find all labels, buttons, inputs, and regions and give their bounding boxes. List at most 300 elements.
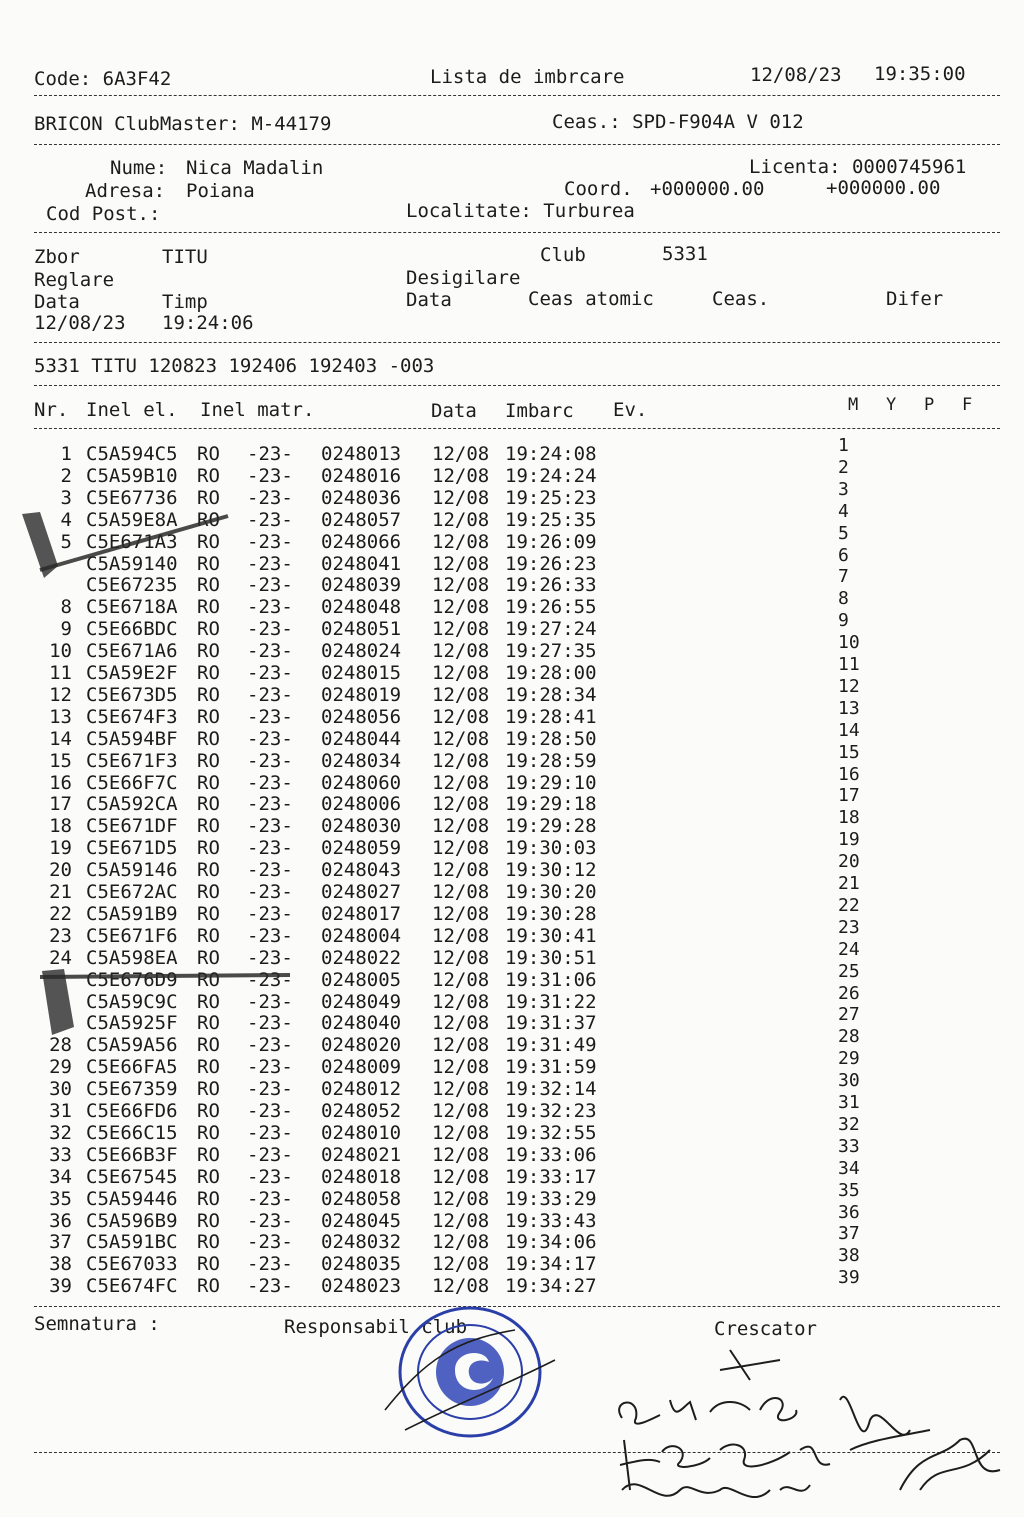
row-country: RO — [197, 1166, 220, 1188]
row-time: 19:27:24 — [505, 618, 597, 640]
row-date: 12/08 — [432, 443, 490, 465]
row-time: 19:26:23 — [505, 553, 597, 575]
col-inel-matr: Inel matr. — [200, 399, 315, 421]
row-year: -23- — [247, 640, 293, 662]
row-nr: 31 — [49, 1100, 72, 1122]
row-nr: 3 — [60, 487, 72, 509]
owner-name: Nica Madalin — [186, 157, 324, 179]
row-m: 6 — [838, 545, 849, 566]
device-label: BRICON ClubMaster: M-44179 — [34, 113, 332, 135]
col-p: P — [924, 395, 935, 415]
row-year: -23- — [247, 1275, 293, 1297]
row-inel-matr: 0248020 — [321, 1034, 402, 1056]
row-m: 18 — [838, 807, 860, 828]
row-country: RO — [197, 443, 220, 465]
row-year: -23- — [247, 1078, 293, 1100]
row-inel-el: C5A59E8A — [86, 509, 178, 531]
row-country: RO — [197, 881, 220, 903]
row-m: 32 — [838, 1114, 860, 1135]
row-m: 26 — [838, 983, 860, 1004]
row-nr: 21 — [49, 881, 72, 903]
row-date: 12/08 — [432, 574, 490, 596]
club-stamp — [375, 1300, 565, 1450]
row-m: 10 — [838, 632, 860, 653]
row-country: RO — [197, 553, 220, 575]
row-inel-matr: 0248043 — [321, 859, 402, 881]
row-inel-el: C5E67359 — [86, 1078, 178, 1100]
print-date: 12/08/23 — [750, 64, 842, 86]
row-time: 19:28:50 — [505, 728, 597, 750]
row-country: RO — [197, 487, 220, 509]
row-date: 12/08 — [432, 1275, 490, 1297]
row-nr: 38 — [49, 1253, 72, 1275]
row-country: RO — [197, 662, 220, 684]
col-imbarc: Imbarc — [505, 400, 574, 422]
row-time: 19:33:29 — [505, 1188, 597, 1210]
row-date: 12/08 — [432, 728, 490, 750]
row-inel-el: C5E671A3 — [86, 531, 178, 553]
row-year: -23- — [247, 728, 293, 750]
row-m: 15 — [838, 742, 860, 763]
row-inel-matr: 0248059 — [321, 837, 402, 859]
row-country: RO — [197, 925, 220, 947]
club-responsible-label: Responsabil club — [284, 1316, 468, 1338]
row-nr: 17 — [49, 793, 72, 815]
row-m: 19 — [838, 829, 860, 850]
row-year: -23- — [247, 531, 293, 553]
row-date: 12/08 — [432, 1078, 490, 1100]
row-date: 12/08 — [432, 969, 490, 991]
row-inel-matr: 0248021 — [321, 1144, 402, 1166]
row-year: -23- — [247, 903, 293, 925]
ceas-label: Ceas. — [712, 288, 770, 310]
row-inel-matr: 0248066 — [321, 531, 402, 553]
row-country: RO — [197, 531, 220, 553]
row-m: 39 — [838, 1267, 860, 1288]
divider — [34, 385, 1000, 386]
row-inel-matr: 0248018 — [321, 1166, 402, 1188]
row-inel-el: C5A594C5 — [86, 443, 178, 465]
row-country: RO — [197, 947, 220, 969]
row-date: 12/08 — [432, 1253, 490, 1275]
row-inel-el: C5A59A56 — [86, 1034, 178, 1056]
row-country: RO — [197, 1122, 220, 1144]
row-inel-el: C5E674F3 — [86, 706, 178, 728]
row-date: 12/08 — [432, 487, 490, 509]
row-country: RO — [197, 509, 220, 531]
row-nr: 23 — [49, 925, 72, 947]
col-ev: Ev. — [613, 399, 648, 421]
row-inel-matr: 0248022 — [321, 947, 402, 969]
row-inel-el: C5E676D9 — [86, 969, 178, 991]
row-m: 5 — [838, 523, 849, 544]
row-year: -23- — [247, 1122, 293, 1144]
row-country: RO — [197, 1144, 220, 1166]
row-country: RO — [197, 815, 220, 837]
row-m: 16 — [838, 764, 860, 785]
row-m: 30 — [838, 1070, 860, 1091]
owner-address: Poiana — [186, 180, 255, 202]
row-inel-el: C5A591BC — [86, 1231, 178, 1253]
row-inel-el: C5A59C9C — [86, 991, 178, 1013]
row-m: 35 — [838, 1180, 860, 1201]
row-country: RO — [197, 618, 220, 640]
zbor-label: Zbor — [34, 246, 80, 268]
row-inel-matr: 0248012 — [321, 1078, 402, 1100]
row-nr: 11 — [49, 662, 72, 684]
row-date: 12/08 — [432, 618, 490, 640]
row-m: 9 — [838, 610, 849, 631]
row-year: -23- — [247, 859, 293, 881]
divider — [34, 342, 1000, 343]
row-time: 19:32:23 — [505, 1100, 597, 1122]
row-country: RO — [197, 1188, 220, 1210]
row-year: -23- — [247, 881, 293, 903]
row-time: 19:32:14 — [505, 1078, 597, 1100]
row-m: 28 — [838, 1026, 860, 1047]
row-time: 19:32:55 — [505, 1122, 597, 1144]
row-year: -23- — [247, 596, 293, 618]
licence: Licenta: 0000745961 — [749, 156, 967, 178]
row-country: RO — [197, 772, 220, 794]
row-year: -23- — [247, 991, 293, 1013]
row-inel-matr: 0248036 — [321, 487, 402, 509]
row-m: 11 — [838, 654, 860, 675]
row-time: 19:34:06 — [505, 1231, 597, 1253]
row-inel-matr: 0248049 — [321, 991, 402, 1013]
row-time: 19:30:20 — [505, 881, 597, 903]
row-country: RO — [197, 991, 220, 1013]
row-inel-matr: 0248019 — [321, 684, 402, 706]
row-inel-matr: 0248041 — [321, 553, 402, 575]
row-inel-matr: 0248005 — [321, 969, 402, 991]
row-inel-matr: 0248017 — [321, 903, 402, 925]
row-inel-el: C5E66F7C — [86, 772, 178, 794]
code-label: Code: 6A3F42 — [34, 68, 172, 90]
row-nr: 10 — [49, 640, 72, 662]
row-year: -23- — [247, 618, 293, 640]
row-year: -23- — [247, 772, 293, 794]
row-date: 12/08 — [432, 925, 490, 947]
row-nr: 35 — [49, 1188, 72, 1210]
row-year: -23- — [247, 750, 293, 772]
row-date: 12/08 — [432, 706, 490, 728]
row-date: 12/08 — [432, 553, 490, 575]
col-data: Data — [431, 400, 477, 422]
row-country: RO — [197, 684, 220, 706]
row-year: -23- — [247, 574, 293, 596]
divider — [34, 232, 1000, 233]
row-nr: 2 — [60, 465, 72, 487]
row-nr: 37 — [49, 1231, 72, 1253]
row-time: 19:29:10 — [505, 772, 597, 794]
row-inel-matr: 0248010 — [321, 1122, 402, 1144]
row-nr: 5 — [60, 531, 72, 553]
row-nr: 14 — [49, 728, 72, 750]
signature-label: Semnatura : — [34, 1313, 160, 1335]
row-time: 19:26:33 — [505, 574, 597, 596]
breeder-label: Crescator — [714, 1318, 817, 1340]
row-inel-matr: 0248060 — [321, 772, 402, 794]
document-title: Lista de imbrcare — [430, 66, 625, 88]
divider — [34, 144, 1000, 145]
row-country: RO — [197, 903, 220, 925]
row-time: 19:28:00 — [505, 662, 597, 684]
row-date: 12/08 — [432, 662, 490, 684]
row-time: 19:26:55 — [505, 596, 597, 618]
row-m: 2 — [838, 457, 849, 478]
row-year: -23- — [247, 1100, 293, 1122]
row-country: RO — [197, 859, 220, 881]
row-year: -23- — [247, 1253, 293, 1275]
row-m: 8 — [838, 588, 849, 609]
row-time: 19:29:18 — [505, 793, 597, 815]
col-m: M — [848, 395, 859, 415]
row-country: RO — [197, 1275, 220, 1297]
coord-x: +000000.00 — [650, 178, 765, 200]
row-nr: 19 — [49, 837, 72, 859]
marker-stroke — [0, 500, 260, 590]
row-year: -23- — [247, 1231, 293, 1253]
col-nr: Nr. — [34, 399, 69, 421]
row-date: 12/08 — [432, 837, 490, 859]
row-date: 12/08 — [432, 509, 490, 531]
row-time: 19:31:06 — [505, 969, 597, 991]
row-inel-matr: 0248051 — [321, 618, 402, 640]
row-country: RO — [197, 1253, 220, 1275]
name-label: Nume: — [110, 157, 168, 179]
row-inel-el: C5A5925F — [86, 1012, 178, 1034]
row-inel-matr: 0248030 — [321, 815, 402, 837]
row-date: 12/08 — [432, 1056, 490, 1078]
marker-stroke — [0, 955, 300, 1045]
row-time: 19:30:41 — [505, 925, 597, 947]
col-inel-el: Inel el. — [86, 399, 178, 421]
row-inel-el: C5E671A6 — [86, 640, 178, 662]
row-date: 12/08 — [432, 881, 490, 903]
row-m: 21 — [838, 873, 860, 894]
locality: Localitate: Turburea — [406, 200, 635, 222]
row-inel-matr: 0248006 — [321, 793, 402, 815]
row-inel-matr: 0248016 — [321, 465, 402, 487]
row-nr: 9 — [60, 618, 72, 640]
row-time: 19:27:35 — [505, 640, 597, 662]
row-m: 29 — [838, 1048, 860, 1069]
row-m: 36 — [838, 1202, 860, 1223]
row-inel-el: C5E674FC — [86, 1275, 178, 1297]
row-country: RO — [197, 1012, 220, 1034]
row-inel-el: C5A59146 — [86, 859, 178, 881]
row-inel-matr: 0248027 — [321, 881, 402, 903]
row-inel-matr: 0248004 — [321, 925, 402, 947]
row-country: RO — [197, 793, 220, 815]
zbor-value: TITU — [162, 246, 208, 268]
reglare-date: 12/08/23 — [34, 312, 126, 334]
row-time: 19:25:23 — [505, 487, 597, 509]
row-year: -23- — [247, 1144, 293, 1166]
row-year: -23- — [247, 837, 293, 859]
row-year: -23- — [247, 487, 293, 509]
row-year: -23- — [247, 793, 293, 815]
row-inel-matr: 0248056 — [321, 706, 402, 728]
row-nr: 13 — [49, 706, 72, 728]
row-nr: 12 — [49, 684, 72, 706]
row-year: -23- — [247, 1166, 293, 1188]
row-time: 19:30:03 — [505, 837, 597, 859]
row-country: RO — [197, 596, 220, 618]
col-f: F — [962, 395, 973, 415]
row-country: RO — [197, 969, 220, 991]
row-country: RO — [197, 1100, 220, 1122]
row-m: 4 — [838, 501, 849, 522]
row-inel-matr: 0248057 — [321, 509, 402, 531]
row-nr: 16 — [49, 772, 72, 794]
row-nr: 20 — [49, 859, 72, 881]
row-inel-el: C5A598EA — [86, 947, 178, 969]
row-m: 25 — [838, 961, 860, 982]
row-inel-el: C5A59E2F — [86, 662, 178, 684]
row-year: -23- — [247, 553, 293, 575]
row-m: 34 — [838, 1158, 860, 1179]
row-date: 12/08 — [432, 1100, 490, 1122]
row-country: RO — [197, 1034, 220, 1056]
address-label: Adresa: — [85, 180, 166, 202]
row-date: 12/08 — [432, 859, 490, 881]
row-m: 17 — [838, 785, 860, 806]
row-date: 12/08 — [432, 815, 490, 837]
reglare-time: 19:24:06 — [162, 312, 254, 334]
divider — [34, 428, 1000, 429]
row-time: 19:24:08 — [505, 443, 597, 465]
row-date: 12/08 — [432, 947, 490, 969]
row-date: 12/08 — [432, 1122, 490, 1144]
row-inel-el: C5E671F6 — [86, 925, 178, 947]
row-nr: 22 — [49, 903, 72, 925]
desigilare-label: Desigilare — [406, 267, 521, 289]
row-nr: 28 — [49, 1034, 72, 1056]
row-year: -23- — [247, 684, 293, 706]
row-nr: 32 — [49, 1122, 72, 1144]
row-date: 12/08 — [432, 1012, 490, 1034]
row-time: 19:31:49 — [505, 1034, 597, 1056]
row-time: 19:33:17 — [505, 1166, 597, 1188]
row-inel-el: C5E66BDC — [86, 618, 178, 640]
row-date: 12/08 — [432, 1231, 490, 1253]
row-m: 27 — [838, 1004, 860, 1025]
row-inel-matr: 0248045 — [321, 1210, 402, 1232]
row-m: 22 — [838, 895, 860, 916]
row-time: 19:33:06 — [505, 1144, 597, 1166]
row-date: 12/08 — [432, 465, 490, 487]
row-year: -23- — [247, 947, 293, 969]
row-time: 19:28:41 — [505, 706, 597, 728]
row-inel-el: C5E67545 — [86, 1166, 178, 1188]
row-time: 19:34:27 — [505, 1275, 597, 1297]
row-inel-el: C5A59446 — [86, 1188, 178, 1210]
row-inel-el: C5E6718A — [86, 596, 178, 618]
row-m: 1 — [838, 435, 849, 456]
row-inel-matr: 0248024 — [321, 640, 402, 662]
row-time: 19:30:12 — [505, 859, 597, 881]
row-time: 19:28:34 — [505, 684, 597, 706]
row-inel-matr: 0248040 — [321, 1012, 402, 1034]
row-year: -23- — [247, 1188, 293, 1210]
row-inel-matr: 0248035 — [321, 1253, 402, 1275]
row-nr: 29 — [49, 1056, 72, 1078]
row-time: 19:31:59 — [505, 1056, 597, 1078]
row-date: 12/08 — [432, 1166, 490, 1188]
row-country: RO — [197, 1210, 220, 1232]
row-m: 12 — [838, 676, 860, 697]
row-time: 19:33:43 — [505, 1210, 597, 1232]
print-time: 19:35:00 — [874, 63, 966, 85]
row-time: 19:34:17 — [505, 1253, 597, 1275]
row-inel-matr: 0248013 — [321, 443, 402, 465]
row-year: -23- — [247, 706, 293, 728]
coord-y: +000000.00 — [826, 177, 941, 199]
coord-label: Coord. — [564, 178, 633, 200]
row-country: RO — [197, 837, 220, 859]
row-inel-el: C5E672AC — [86, 881, 178, 903]
row-inel-el: C5E66FD6 — [86, 1100, 178, 1122]
row-m: 20 — [838, 851, 860, 872]
row-m: 3 — [838, 479, 849, 500]
row-nr: 34 — [49, 1166, 72, 1188]
row-time: 19:31:37 — [505, 1012, 597, 1034]
row-inel-el: C5E66B3F — [86, 1144, 178, 1166]
row-time: 19:25:35 — [505, 509, 597, 531]
row-year: -23- — [247, 815, 293, 837]
row-inel-el: C5E671DF — [86, 815, 178, 837]
row-m: 23 — [838, 917, 860, 938]
row-date: 12/08 — [432, 596, 490, 618]
row-inel-matr: 0248034 — [321, 750, 402, 772]
row-m: 31 — [838, 1092, 860, 1113]
row-inel-matr: 0248015 — [321, 662, 402, 684]
row-date: 12/08 — [432, 903, 490, 925]
row-m: 24 — [838, 939, 860, 960]
row-date: 12/08 — [432, 640, 490, 662]
row-date: 12/08 — [432, 793, 490, 815]
row-time: 19:29:28 — [505, 815, 597, 837]
row-date: 12/08 — [432, 1188, 490, 1210]
row-inel-el: C5A59B10 — [86, 465, 178, 487]
row-time: 19:31:22 — [505, 991, 597, 1013]
row-inel-el: C5E67736 — [86, 487, 178, 509]
row-inel-matr: 0248023 — [321, 1275, 402, 1297]
row-year: -23- — [247, 443, 293, 465]
row-year: -23- — [247, 1012, 293, 1034]
row-m: 7 — [838, 566, 849, 587]
row-date: 12/08 — [432, 750, 490, 772]
flight-summary: 5331 TITU 120823 192406 192403 -003 — [34, 355, 435, 377]
row-date: 12/08 — [432, 531, 490, 553]
club-label: Club — [540, 244, 586, 266]
row-nr: 39 — [49, 1275, 72, 1297]
row-year: -23- — [247, 509, 293, 531]
row-inel-matr: 0248048 — [321, 596, 402, 618]
row-nr: 4 — [60, 509, 72, 531]
row-year: -23- — [247, 1034, 293, 1056]
row-nr: 8 — [60, 596, 72, 618]
row-country: RO — [197, 750, 220, 772]
row-inel-el: C5E67235 — [86, 574, 178, 596]
row-nr: 1 — [60, 443, 72, 465]
row-inel-el: C5E673D5 — [86, 684, 178, 706]
row-inel-el: C5A596B9 — [86, 1210, 178, 1232]
data-label: Data — [34, 291, 80, 313]
row-inel-el: C5A59140 — [86, 553, 178, 575]
